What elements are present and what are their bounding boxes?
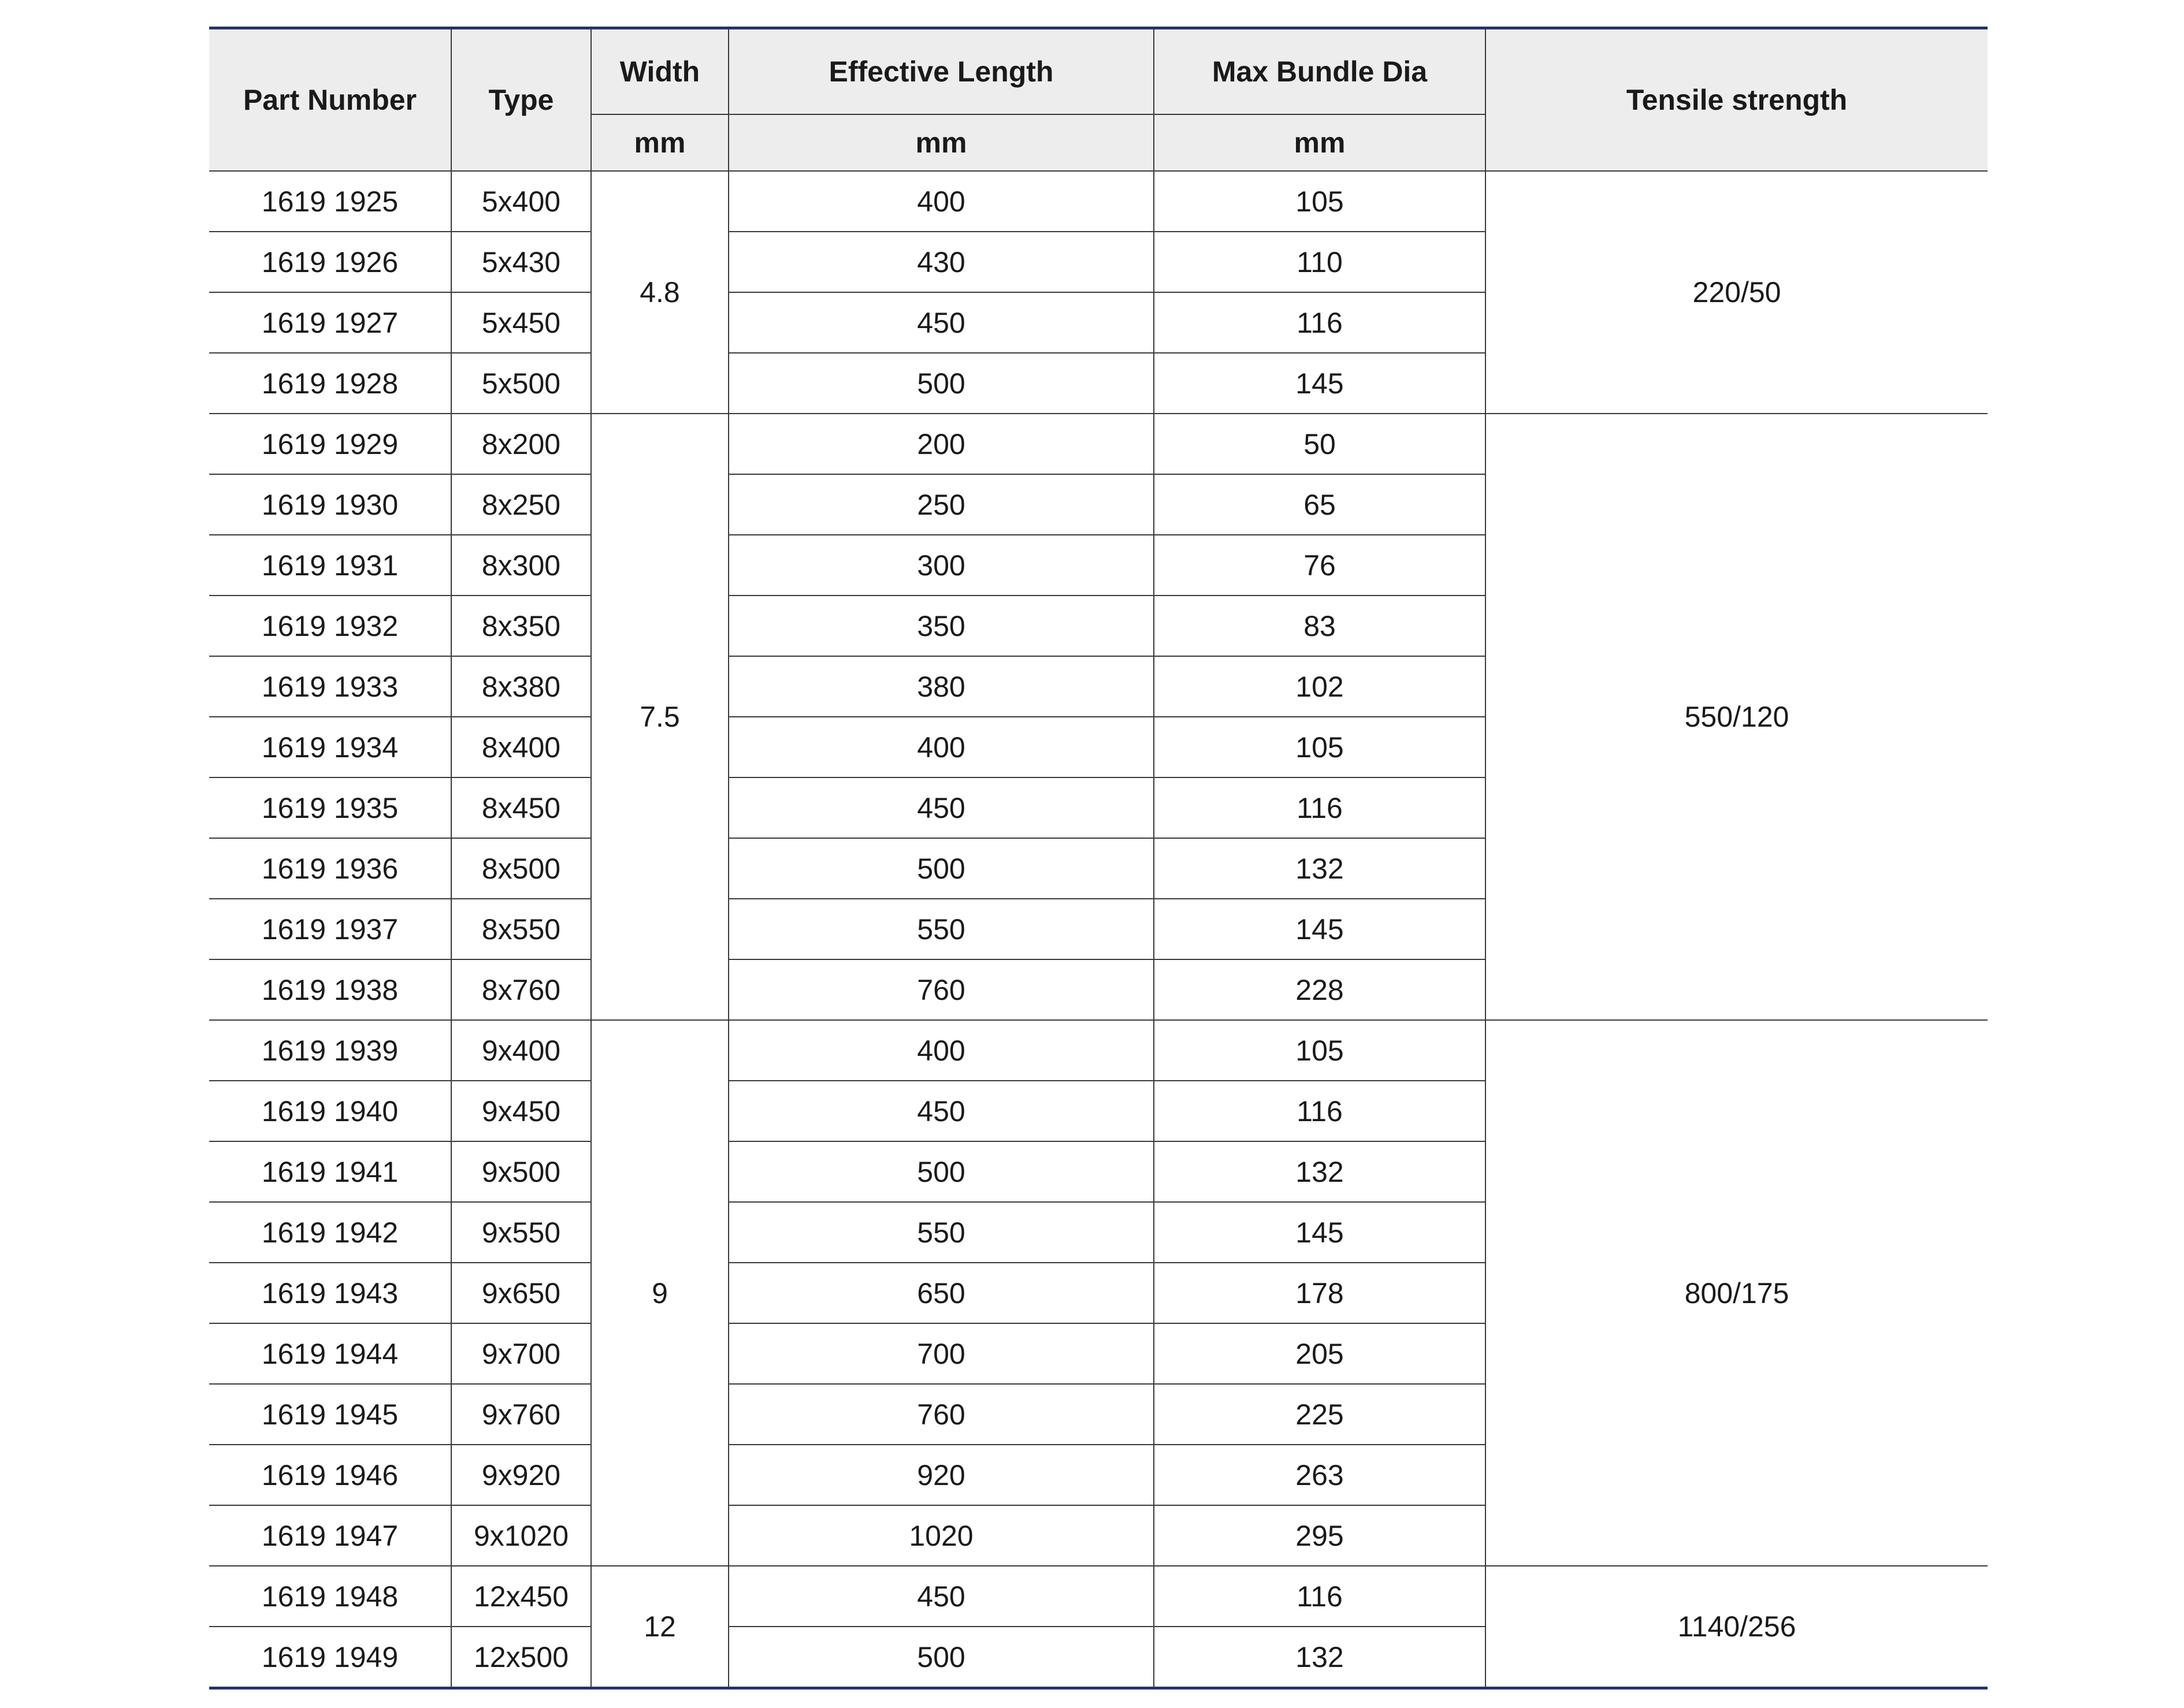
part-number-cell: 1619 1944 xyxy=(209,1323,451,1384)
cable-tie-spec-table xyxy=(209,27,1988,1690)
effective-length-cell: 550 xyxy=(729,1202,1154,1263)
table-row xyxy=(209,1566,1988,1627)
part-number-cell: 1619 1948 xyxy=(209,1566,451,1627)
header-width-unit: mm xyxy=(591,114,729,171)
max-bundle-dia-cell: 110 xyxy=(1154,232,1485,292)
part-number-cell: 1619 1942 xyxy=(209,1202,451,1263)
header-width: Width xyxy=(591,28,729,115)
max-bundle-dia-cell: 132 xyxy=(1154,1141,1485,1202)
type-cell: 5x450 xyxy=(451,292,591,353)
type-cell: 8x200 xyxy=(451,414,591,474)
type-cell: 8x760 xyxy=(451,959,591,1020)
max-bundle-dia-cell: 83 xyxy=(1154,596,1485,656)
max-bundle-dia-cell: 102 xyxy=(1154,656,1485,717)
type-cell: 9x550 xyxy=(451,1202,591,1263)
part-number-cell: 1619 1932 xyxy=(209,596,451,656)
part-number-cell: 1619 1949 xyxy=(209,1627,451,1688)
effective-length-cell: 650 xyxy=(729,1263,1154,1323)
part-number-cell: 1619 1925 xyxy=(209,171,451,232)
width-cell: 12 xyxy=(591,1566,729,1688)
effective-length-cell: 450 xyxy=(729,777,1154,838)
max-bundle-dia-cell: 145 xyxy=(1154,353,1485,414)
max-bundle-dia-cell: 132 xyxy=(1154,838,1485,899)
part-number-cell: 1619 1940 xyxy=(209,1081,451,1141)
width-cell: 4.8 xyxy=(591,171,729,414)
type-cell: 8x500 xyxy=(451,838,591,899)
effective-length-cell: 430 xyxy=(729,232,1154,292)
max-bundle-dia-cell: 105 xyxy=(1154,717,1485,777)
max-bundle-dia-cell: 132 xyxy=(1154,1627,1485,1688)
table-header xyxy=(209,28,1988,172)
part-number-cell: 1619 1937 xyxy=(209,899,451,959)
part-number-cell: 1619 1947 xyxy=(209,1505,451,1566)
part-number-cell: 1619 1946 xyxy=(209,1445,451,1505)
effective-length-cell: 760 xyxy=(729,959,1154,1020)
type-cell: 9x650 xyxy=(451,1263,591,1323)
table-row xyxy=(209,171,1988,232)
effective-length-cell: 500 xyxy=(729,838,1154,899)
effective-length-cell: 760 xyxy=(729,1384,1154,1445)
max-bundle-dia-cell: 116 xyxy=(1154,777,1485,838)
type-cell: 8x350 xyxy=(451,596,591,656)
effective-length-cell: 400 xyxy=(729,717,1154,777)
effective-length-cell: 400 xyxy=(729,171,1154,232)
type-cell: 12x500 xyxy=(451,1627,591,1688)
header-effective-length-unit: mm xyxy=(729,114,1154,171)
max-bundle-dia-cell: 116 xyxy=(1154,292,1485,353)
effective-length-cell: 300 xyxy=(729,535,1154,596)
effective-length-cell: 450 xyxy=(729,1566,1154,1627)
max-bundle-dia-cell: 228 xyxy=(1154,959,1485,1020)
header-type: Type xyxy=(451,28,591,172)
table-row xyxy=(209,414,1988,474)
width-cell: 9 xyxy=(591,1020,729,1566)
max-bundle-dia-cell: 116 xyxy=(1154,1566,1485,1627)
part-number-cell: 1619 1929 xyxy=(209,414,451,474)
type-cell: 9x1020 xyxy=(451,1505,591,1566)
effective-length-cell: 500 xyxy=(729,353,1154,414)
max-bundle-dia-cell: 205 xyxy=(1154,1323,1485,1384)
max-bundle-dia-cell: 295 xyxy=(1154,1505,1485,1566)
max-bundle-dia-cell: 105 xyxy=(1154,1020,1485,1081)
type-cell: 8x450 xyxy=(451,777,591,838)
type-cell: 8x380 xyxy=(451,656,591,717)
effective-length-cell: 350 xyxy=(729,596,1154,656)
effective-length-cell: 500 xyxy=(729,1141,1154,1202)
type-cell: 8x400 xyxy=(451,717,591,777)
header-effective-length: Effective Length xyxy=(729,28,1154,115)
effective-length-cell: 550 xyxy=(729,899,1154,959)
max-bundle-dia-cell: 225 xyxy=(1154,1384,1485,1445)
type-cell: 12x450 xyxy=(451,1566,591,1627)
tensile-strength-cell: 800/175 xyxy=(1485,1020,1988,1566)
part-number-cell: 1619 1927 xyxy=(209,292,451,353)
effective-length-cell: 450 xyxy=(729,1081,1154,1141)
effective-length-cell: 250 xyxy=(729,474,1154,535)
effective-length-cell: 1020 xyxy=(729,1505,1154,1566)
max-bundle-dia-cell: 105 xyxy=(1154,171,1485,232)
tensile-strength-cell: 1140/256 xyxy=(1485,1566,1988,1688)
part-number-cell: 1619 1935 xyxy=(209,777,451,838)
effective-length-cell: 380 xyxy=(729,656,1154,717)
max-bundle-dia-cell: 178 xyxy=(1154,1263,1485,1323)
max-bundle-dia-cell: 50 xyxy=(1154,414,1485,474)
part-number-cell: 1619 1945 xyxy=(209,1384,451,1445)
part-number-cell: 1619 1926 xyxy=(209,232,451,292)
part-number-cell: 1619 1934 xyxy=(209,717,451,777)
effective-length-cell: 700 xyxy=(729,1323,1154,1384)
part-number-cell: 1619 1930 xyxy=(209,474,451,535)
max-bundle-dia-cell: 65 xyxy=(1154,474,1485,535)
part-number-cell: 1619 1941 xyxy=(209,1141,451,1202)
header-max-bundle-dia-unit: mm xyxy=(1154,114,1485,171)
type-cell: 5x500 xyxy=(451,353,591,414)
max-bundle-dia-cell: 263 xyxy=(1154,1445,1485,1505)
type-cell: 8x550 xyxy=(451,899,591,959)
type-cell: 8x250 xyxy=(451,474,591,535)
type-cell: 5x430 xyxy=(451,232,591,292)
effective-length-cell: 200 xyxy=(729,414,1154,474)
table-body xyxy=(209,171,1988,1688)
header-max-bundle-dia: Max Bundle Dia xyxy=(1154,28,1485,115)
type-cell: 9x500 xyxy=(451,1141,591,1202)
type-cell: 9x700 xyxy=(451,1323,591,1384)
part-number-cell: 1619 1931 xyxy=(209,535,451,596)
part-number-cell: 1619 1938 xyxy=(209,959,451,1020)
part-number-cell: 1619 1939 xyxy=(209,1020,451,1081)
part-number-cell: 1619 1943 xyxy=(209,1263,451,1323)
max-bundle-dia-cell: 145 xyxy=(1154,1202,1485,1263)
type-cell: 5x400 xyxy=(451,171,591,232)
type-cell: 8x300 xyxy=(451,535,591,596)
max-bundle-dia-cell: 76 xyxy=(1154,535,1485,596)
width-cell: 7.5 xyxy=(591,414,729,1020)
tensile-strength-cell: 220/50 xyxy=(1485,171,1988,414)
part-number-cell: 1619 1933 xyxy=(209,656,451,717)
type-cell: 9x760 xyxy=(451,1384,591,1445)
tensile-strength-cell: 550/120 xyxy=(1485,414,1988,1020)
type-cell: 9x400 xyxy=(451,1020,591,1081)
part-number-cell: 1619 1928 xyxy=(209,353,451,414)
part-number-cell: 1619 1936 xyxy=(209,838,451,899)
table-row xyxy=(209,1020,1988,1081)
effective-length-cell: 450 xyxy=(729,292,1154,353)
type-cell: 9x450 xyxy=(451,1081,591,1141)
type-cell: 9x920 xyxy=(451,1445,591,1505)
effective-length-cell: 500 xyxy=(729,1627,1154,1688)
max-bundle-dia-cell: 145 xyxy=(1154,899,1485,959)
effective-length-cell: 400 xyxy=(729,1020,1154,1081)
effective-length-cell: 920 xyxy=(729,1445,1154,1505)
header-tensile-strength: Tensile strength xyxy=(1485,28,1988,172)
max-bundle-dia-cell: 116 xyxy=(1154,1081,1485,1141)
header-row xyxy=(209,28,1988,115)
header-part-number: Part Number xyxy=(209,28,451,172)
